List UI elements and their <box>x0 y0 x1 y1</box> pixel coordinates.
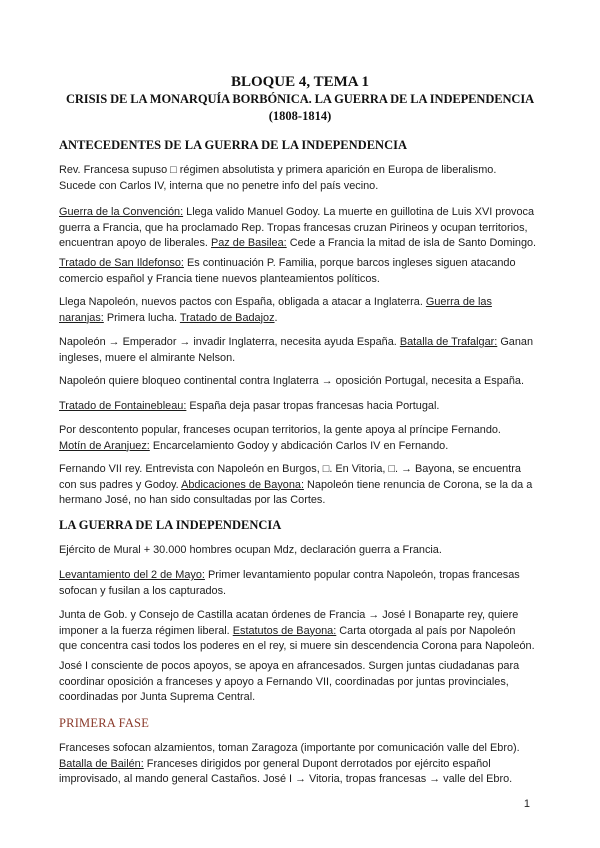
paragraph-5: Napoleón → Emperador → invadir Inglaterra, necesita ayuda España. Batalla de Trafalgar: Ganan ingleses, muere el almirante Nelson. <box>59 336 534 364</box>
paragraph-12: Junta de Gob. y Consejo de Castilla acatan órdenes de Francia → José I Bonaparte rey, quiere imponer a la fuerza régimen liberal. Estatutos de Bayona: Carta otorgada al país por Napoleón que concentra casi todos los poderes en el rey, si muere sin descendencia Corona para Napoleón. <box>59 609 535 652</box>
title-line-2: CRISIS DE LA MONARQUÍA BORBÓNICA. LA GUERRA DE LA INDEPENDENCIA <box>65 92 535 106</box>
paragraph-3: Tratado de San Ildefonso: Es continuación P. Familia, porque barcos ingleses siguen atacando comercio español y Francia tiene nuevos planteamientos políticos. <box>59 257 516 285</box>
term-batalla-trafalgar: Batalla de Trafalgar: <box>399 336 498 348</box>
term-tratado-fontainebleau: Tratado de Fontainebleau: <box>59 400 187 412</box>
paragraph-8: Por descontento popular, franceses ocupan territorios, la gente apoya al príncipe Fernando. Motín de Aranjuez: Encarcelamiento Godoy y abdicación Carlos IV en Fernando. <box>59 424 501 452</box>
paragraph-7: Tratado de Fontainebleau: España deja pasar tropas francesas hacia Portugal. <box>59 400 440 412</box>
term-estatutos-bayona: Estatutos de Bayona: <box>232 624 337 637</box>
paragraph-9: Fernando VII rey. Entrevista con Napoleón en Burgos, □. En Vitoria, □. → Bayona, se encuentra con sus padres y Godoy. Abdicaciones de Bayona: Napoleón tiene renuncia de Corona, se la da a hermano José, no han sido consultadas por las Cortes. <box>59 463 533 506</box>
term-tratado-san-ildefonso: Tratado de San Ildefonso: <box>59 257 184 269</box>
heading-antecedentes: ANTECEDENTES DE LA GUERRA DE LA INDEPENDENCIA <box>59 138 407 152</box>
term-motin-aranjuez: Motín de Aranjuez: <box>59 439 150 452</box>
term-batalla-bailen: Batalla de Bailén: <box>59 757 144 770</box>
term-tratado-badajoz: Tratado de Badajoz <box>179 311 275 324</box>
title-line-3: (1808-1814) <box>268 109 332 123</box>
document-title <box>40 73 560 125</box>
paragraph-14: Franceses sofocan alzamientos, toman Zaragoza (importante por comunicación valle del Ebro). Batalla de Bailén: Franceses dirigidos por general Dupont derrotados por ejército español improvisado, al mando general Castaños. José I → Vitoria, tropas francesas → valle del Ebro. <box>59 742 520 785</box>
paragraph-1: Rev. Francesa supuso □ régimen absolutista y primera aparición en Europa de liberalismo. Sucede con Carlos IV, interna que no penetre info del país vecino. <box>59 164 497 192</box>
paragraph-2: Guerra de la Convención: Llega valido Manuel Godoy. La muerte en guillotina de Luis XVI provoca guerra a Francia, que ha proclamado Rep. Tropas francesas cruzan Pirineos y ocupan territorios, encuentran apoyo de liberales. Paz de Basilea: Cede a Francia la mitad de isla de Santo Domingo. <box>59 206 537 249</box>
term-guerra-convencion: Guerra de la Convención: <box>59 206 184 218</box>
paragraph-6: Napoleón quiere bloqueo continental contra Inglaterra → oposición Portugal, necesita a España. <box>59 375 524 387</box>
title-line-1: BLOQUE 4, TEMA 1 <box>230 74 370 90</box>
term-abdicaciones-bayona: Abdicaciones de Bayona: <box>181 478 305 491</box>
heading-guerra-independencia: LA GUERRA DE LA INDEPENDENCIA <box>59 518 282 532</box>
term-paz-basilea: Paz de Basilea: <box>210 237 287 249</box>
heading-primera-fase: PRIMERA FASE <box>59 716 150 730</box>
paragraph-11: Levantamiento del 2 de Mayo: Primer levantamiento popular contra Napoleón, tropas francesas sofocan y fusilan a los capturados. <box>59 569 520 597</box>
term-guerra-naranjas: Guerra de las <box>425 296 492 308</box>
paragraph-10: Ejército de Mural + 30.000 hombres ocupan Mdz, declaración guerra a Francia. <box>59 544 442 556</box>
paragraph-13: José I consciente de pocos apoyos, se apoya en afrancesados. Surgen juntas ciudadanas para coordinar oposición a franceses y apoyo a Fernando VII, coordinadas por juntas provinciales, coordinadas por Junta Suprema Central. <box>59 660 520 703</box>
term-levantamiento-2-mayo: Levantamiento del 2 de Mayo: <box>59 569 205 581</box>
paragraph-4: Llega Napoleón, nuevos pactos con España, obligada a atacar a Inglaterra. Guerra de las naranjas: Primera lucha. Tratado de Badajoz. <box>59 296 492 324</box>
page-number: 1 <box>523 798 530 810</box>
